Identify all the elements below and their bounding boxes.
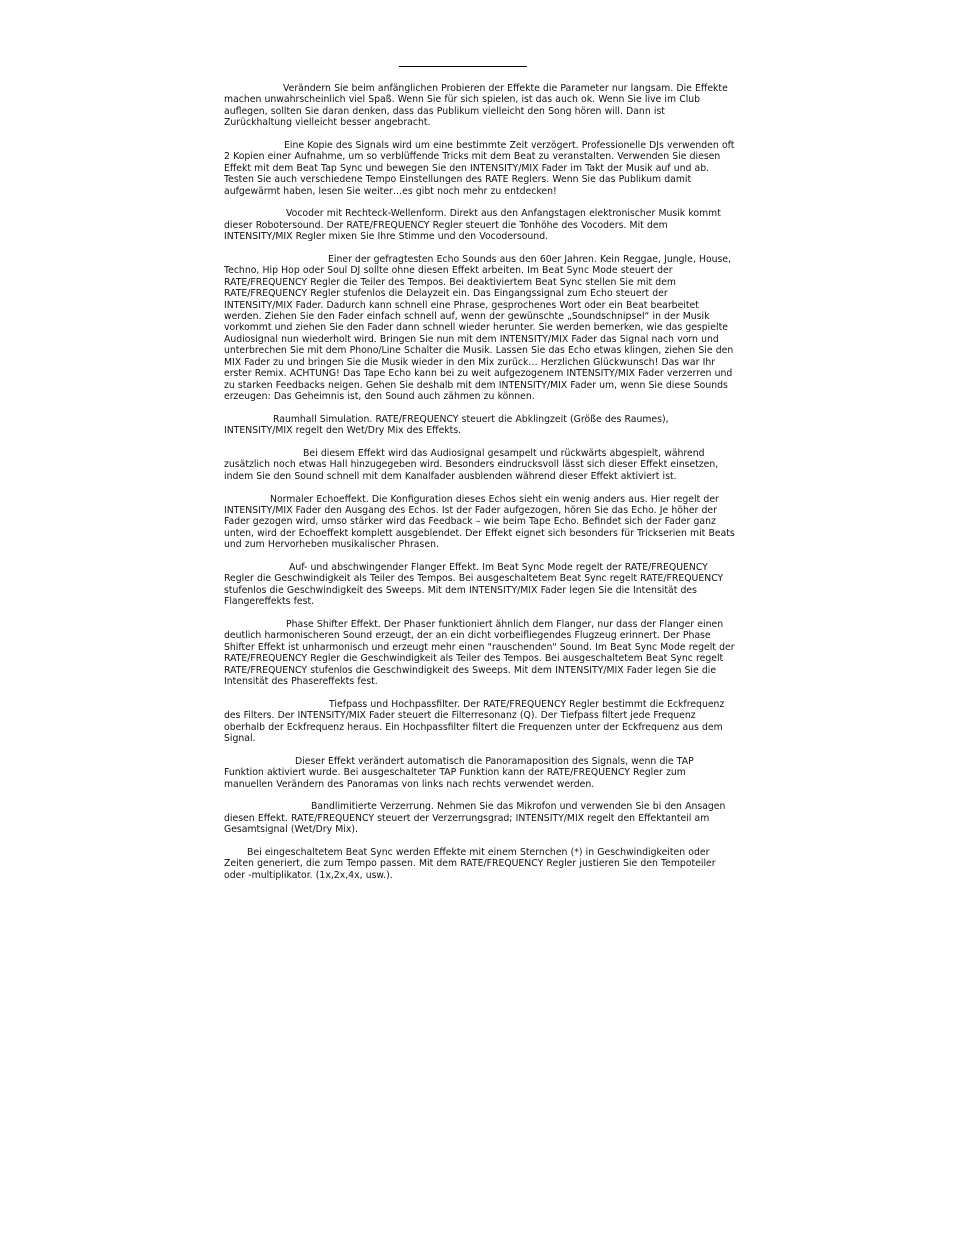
tape-echo-paragraph: Einer der gefragtesten Echo Sounds aus den 60er Jahren. Kein Reggae, Jungle, House, Techno, Hip Hop oder Soul DJ sollte ohne diesen Effekt arbeiten. Im Beat Sync Mode steuert der RATE/FREQUENCY Regler die Teiler des Tempos. Bei deaktiviertem Beat Sync stellen Sie mit dem RATE/FREQUENCY Regler stufenlos die Delayzeit ein. Das Eingangssignal zum Echo steuert der INTENSITY/MIX Fader. Dadurch kann schnell eine Phrase, gesprochenes Wort oder ein Beat bearbeitet werden. Ziehen Sie den Fader einfach schnell auf, wenn der gewünschte „Soundschnipsel“ in der Musik vorkommt und ziehen Sie den Fader dann schnell wieder herunter. Sie werden bemerken, wie das gespielte Audiosignal nun wiederholt wird. Bringen Sie nun mit dem INTENSITY/MIX Fader das Signal nach vorn und unterbrechen Sie mit dem Phono/Line Schalter die Musik. Lassen Sie das Echo etwas klingen, ziehen Sie den MIX Fader zu und bringen Sie die Musik wieder in den Mix zurück… Herzlichen Glückwunsch! Das war Ihr erster Remix. ACHTUNG! Das Tape Echo kann bei zu weit aufgezogenem INTENSITY/MIX Fader verzerren und zu starken Feedbacks neigen. Gehen Sie deshalb mit dem INTENSITY/MIX Fader um, wenn Sie diese Sounds erzeugen: Das Geheimnis ist, den Sound auch zähmen zu können. — [224, 254, 734, 402]
reverse-paragraph: Bei diesem Effekt wird das Audiosignal gesampelt und rückwärts abgespielt, während zusätzlich noch etwas Hall hinzugegeben wird. Besonders eindrucksvoll lässt sich dieser Effekt einsetzen, indem Sie den Sound schnell mit dem Kanalfader ausblenden während dieser Effekt aktiviert ist. — [224, 447, 719, 482]
header-rule — [399, 66, 527, 67]
reverb-paragraph: Raumhall Simulation. RATE/FREQUENCY steuert die Abklingzeit (Größe des Raumes), INTENSITY/MIX regelt den Wet/Dry Mix des Effekts. — [224, 413, 669, 437]
flanger-paragraph: Auf- und abschwingender Flanger Effekt. Im Beat Sync Mode regelt der RATE/FREQUENCY Regler die Geschwindigkeit als Teiler des Tempos. Bei ausgeschaltetem Beat Sync regelt RATE/FREQUENCY stufenlos die Geschwindigkeit des Sweeps. Mit dem INTENSITY/MIX Fader legen Sie die Intensität des Flangereffekts fest. — [224, 561, 724, 608]
pan-paragraph: Dieser Effekt verändert automatisch die Panoramaposition des Signals, wenn die TAP Funktion aktiviert wurde. Bei ausgeschalteter TAP Funktion kann der RATE/FREQUENCY Regler zum manuellen Verändern des Panoramas von links nach rechts verwendet werden. — [224, 755, 694, 790]
delay-paragraph: Eine Kopie des Signals wird um eine bestimmte Zeit verzögert. Professionelle DJs verwenden oft 2 Kopien einer Aufnahme, um so verblüffende Tricks mit dem Beat zu veranstalten. Verwenden Sie diesen Effekt mit dem Beat Tap Sync und bewegen Sie den INTENSITY/MIX Fader im Takt der Musik auf und ab. Testen Sie auch verschiedene Tempo Einstellungen des RATE Reglers. Wenn Sie das Publikum damit aufgewärmt haben, lesen Sie weiter…es gibt noch mehr zu entdecken! — [224, 140, 735, 197]
filter-paragraph: Tiefpass und Hochpassfilter. Der RATE/FREQUENCY Regler bestimmt die Eckfrequenz des Filters. Der INTENSITY/MIX Fader steuert die Filterresonanz (Q). Der Tiefpass filtert jede Frequenz oberhalb der Eckfrequenz heraus. Ein Hochpassfilter filtert die Frequenzen unter der Eckfrequenz aus dem Signal. — [224, 698, 725, 745]
intro-paragraph: Verändern Sie beim anfänglichen Probieren der Effekte die Parameter nur langsam. Die Effekte machen unwahrscheinlich viel Spaß. Wenn Sie für sich spielen, ist das auch ok. Wenn Sie live im Club auflegen, sollten Sie daran denken, dass das Publikum vielleicht den Song hören will. Dann ist Zurückhaltung vielleicht besser angebracht. — [224, 83, 728, 129]
document-body — [224, 83, 736, 893]
vocoder-paragraph: Vocoder mit Rechteck-Wellenform. Direkt aus den Anfangstagen elektronischer Musik kommt dieser Robotersound. Der RATE/FREQUENCY Regler steuert die Tonhöhe des Vocoders. Mit dem INTENSITY/MIX Regler mixen Sie Ihre Stimme und den Vocodersound. — [224, 208, 721, 243]
phaser-paragraph: Phase Shifter Effekt. Der Phaser funktioniert ähnlich dem Flanger, nur dass der Flanger einen deutlich harmonischeren Sound erzeugt, der an ein dicht vorbeifliegendes Flugzeug erinnert. Der Phase Shifter Effekt ist unharmonisch und erzeugt mehr einen "rauschenden" Sound. Im Beat Sync Mode regelt der RATE/FREQUENCY Regler die Geschwindigkeit als Teiler des Tempos. Bei ausgeschaltetem Beat Sync regelt RATE/FREQUENCY stufenlos die Geschwindigkeit des Sweeps. Mit dem INTENSITY/MIX Fader legen Sie die Intensität des Phasereffekts fest. — [224, 618, 735, 687]
distortion-paragraph: Bandlimitierte Verzerrung. Nehmen Sie das Mikrofon und verwenden Sie bi den Ansagen diesen Effekt. RATE/FREQUENCY steuert der Verzerrungsgrad; INTENSITY/MIX regelt den Effektanteil am Gesamtsignal (Wet/Dry Mix). — [224, 801, 726, 836]
echo-paragraph: Normaler Echoeffekt. Die Konfiguration dieses Echos sieht ein wenig anders aus. Hier regelt der INTENSITY/MIX Fader den Ausgang des Echos. Ist der Fader aufgezogen, hören Sie das Echo. Je höher der Fader gezogen wird, umso stärker wird das Feedback – wie beim Tape Echo. Befindet sich der Fader ganz unten, wird der Echoeffekt komplett ausgeblendet. Der Effekt eignet sich besonders für Trickserien mit Beats und zum Hervorheben musikalischer Phrasen. — [224, 493, 735, 551]
beat-sync-paragraph: Bei eingeschaltetem Beat Sync werden Effekte mit einem Sternchen (*) in Geschwindigkeiten oder Zeiten generiert, die zum Tempo passen. Mit dem RATE/FREQUENCY Regler justieren Sie den Tempoteiler oder -multiplikator. (1x,2x,4x, usw.). — [224, 847, 716, 881]
